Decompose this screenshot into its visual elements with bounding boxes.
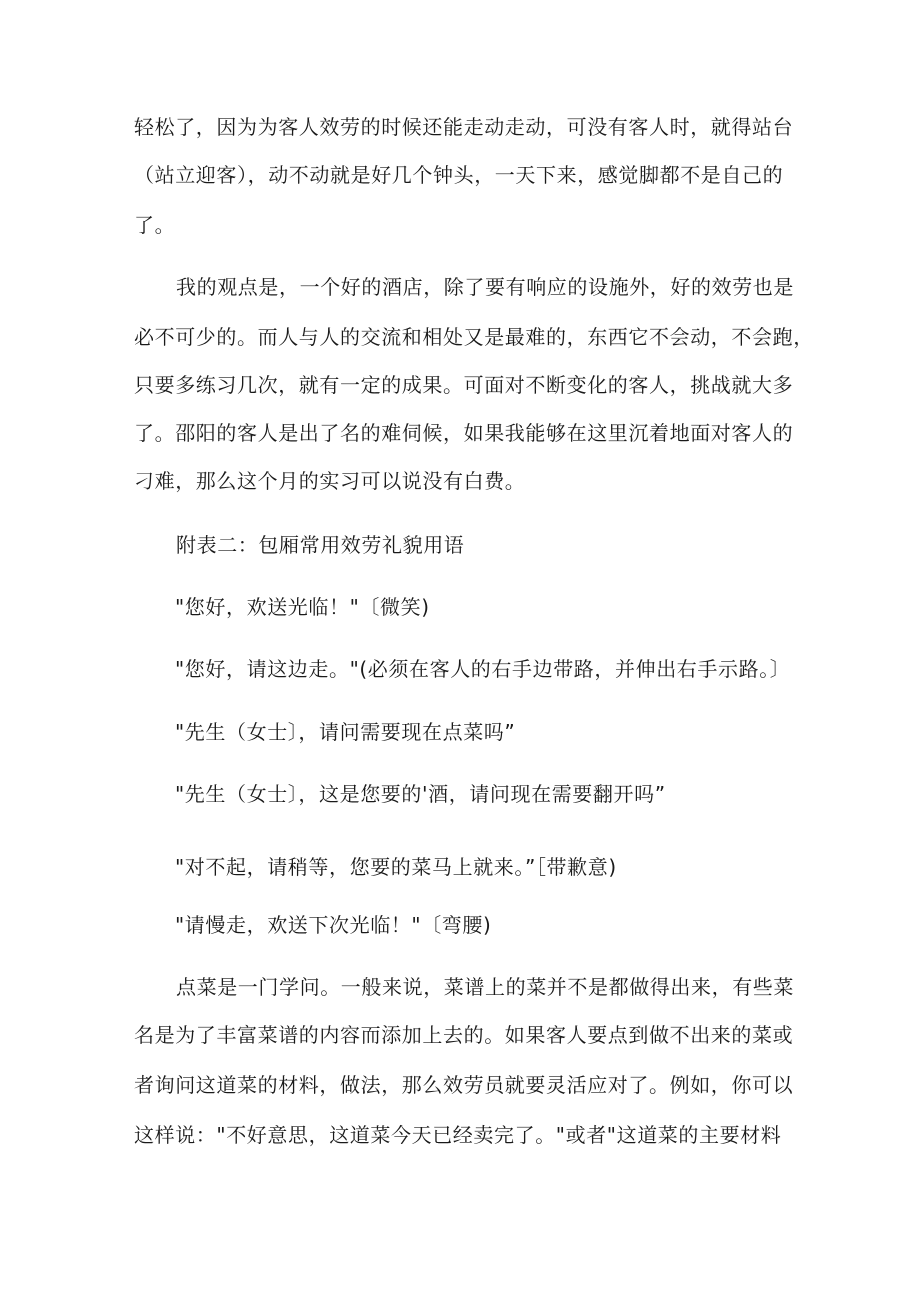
paragraph-3-line-1: 点菜是一门学问。一般来说，菜谱上的菜并不是都做得出来，有些菜	[176, 975, 794, 999]
paragraph-2-line-3: 只要多练习几次，就有一定的成果。可面对不断变化的客人，挑战就大多	[134, 373, 794, 397]
phrase-item: "先生（女士〕，请问需要现在点菜吗”	[175, 720, 516, 744]
paragraph-1-line-1: 轻松了，因为为客人效劳的时候还能走动走动，可没有客人时，就得站台	[134, 115, 794, 139]
paragraph-3-line-4: 这样说："不好意思，这道菜今天已经卖完了。"或者"这道菜的主要材料	[134, 1123, 782, 1147]
appendix-title: 附表二：包厢常用效劳礼貌用语	[176, 533, 465, 557]
paragraph-2-line-4: 了。邵阳的客人是出了名的难伺候，如果我能够在这里沉着地面对客人的	[134, 421, 794, 445]
phrase-item: "您好，请这边走。"(必须在客人的右手边带路，并伸出右手示路。〕	[175, 657, 791, 681]
phrase-item: "您好，欢送光临！"〔微笑)	[175, 595, 430, 619]
paragraph-1-line-3: 了。	[134, 213, 176, 237]
paragraph-3-line-2: 名是为了丰富菜谱的内容而添加上去的。如果客人要点到做不出来的菜或	[134, 1023, 794, 1047]
paragraph-2-line-5: 刁难，那么这个月的实习可以说没有白费。	[134, 469, 526, 493]
phrase-item: "先生（女士〕，这是您要的'酒，请问现在需要翻开吗”	[175, 782, 666, 806]
paragraph-1-line-2: （站立迎客），动不动就是好几个钟头，一天下来，感觉脚都不是自己的	[134, 163, 784, 187]
paragraph-2-line-2: 必不可少的。而人与人的交流和相处又是最难的，东西它不会动，不会跑，	[134, 325, 814, 349]
phrase-item: "请慢走，欢送下次光临！"〔弯腰)	[175, 913, 492, 937]
paragraph-3-line-3: 者询问这道菜的材料，做法，那么效劳员就要灵活应对了。例如，你可以	[134, 1073, 794, 1097]
phrase-item: "对不起，请稍等，您要的菜马上就来。”［带歉意)	[175, 855, 617, 879]
paragraph-2-line-1: 我的观点是，一个好的酒店，除了要有响应的设施外，好的效劳也是	[176, 275, 794, 299]
